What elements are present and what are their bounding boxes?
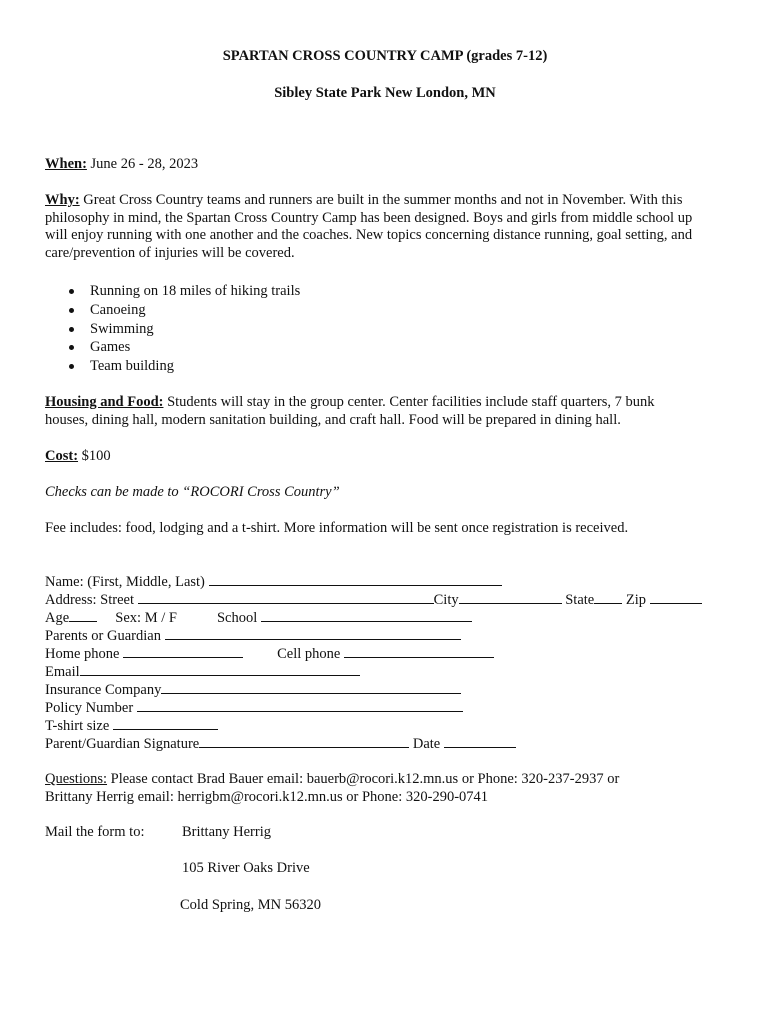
bullet-icon [69,345,74,350]
when-section [45,156,725,174]
checks-note: Checks can be made to “ROCORI Cross Country” [45,484,340,500]
bullet-icon [69,308,74,313]
when-text: June 26 - 28, 2023 [86,156,199,172]
why-line-2: philosophy in mind, the Spartan Cross Country Camp has been designed. Boys and girls from middle school up [45,209,693,226]
sex-label: Sex: M / F [97,610,177,626]
why-label: Why: [45,192,80,208]
mail-street: 105 River Oaks Drive [182,860,310,876]
signature-row [45,735,516,753]
street-label: Address: Street [45,592,138,608]
home-phone-label: Home phone [45,646,124,662]
cell-phone-label: Cell phone [277,646,344,662]
housing-line-1: Students will stay in the group center. Center facilities include staff quarters, 7 bunk [163,394,655,410]
age-field[interactable] [69,609,97,622]
name-label: Name: (First, Middle, Last) [45,574,209,590]
housing-label: Housing and Food: [45,394,164,410]
activities-list [45,282,300,376]
name-field[interactable] [209,573,502,586]
tshirt-row [45,717,218,735]
state-field[interactable] [594,591,622,604]
housing-line-2: houses, dining hall, modern sanitation building, and craft hall. Food will be prepared in dining hall. [45,411,621,428]
tshirt-label: T-shirt size [45,718,113,734]
parents-label: Parents or Guardian [45,628,165,644]
address-row [45,591,702,609]
school-label: School [216,610,261,626]
home-phone-field[interactable] [123,645,243,658]
city-label: City [433,592,459,608]
page-subtitle: Sibley State Park New London, MN [274,85,496,101]
housing-section [45,394,725,429]
why-section [45,192,725,262]
page-title: SPARTAN CROSS COUNTRY CAMP (grades 7-12) [222,48,548,64]
policy-label: Policy Number [45,700,137,716]
age-row [45,609,472,627]
insurance-field[interactable] [161,681,461,694]
questions-line-1: Please contact Brad Bauer email: bauerb@rocori.k12.mn.us or Phone: 320-237-2937 or [107,771,620,787]
insurance-row [45,681,461,699]
cell-phone-field[interactable] [344,645,494,658]
why-line-1: Great Cross Country teams and runners are built in the summer months and not in November. With this [79,192,683,208]
fee-note: Fee includes: food, lodging and a t-shirt. More information will be sent once registration is received. [45,520,629,536]
signature-label: Parent/Guardian Signature [45,736,200,752]
email-field[interactable] [80,663,360,676]
bullet-icon [69,327,74,332]
insurance-label: Insurance Company [45,682,162,698]
policy-field[interactable] [137,699,463,712]
questions-section [45,771,725,806]
parents-field[interactable] [165,627,461,640]
signature-field[interactable] [199,735,409,748]
cost-label: Cost: [45,448,79,464]
zip-label: Zip [622,592,650,608]
school-field[interactable] [261,609,472,622]
cost-text: $100 [78,448,111,464]
state-label: State [561,592,595,608]
city-field[interactable] [459,591,562,604]
tshirt-field[interactable] [113,717,218,730]
bullet-icon [69,364,74,369]
list-item: Running on 18 miles of hiking trails [45,282,300,301]
email-row [45,663,360,681]
questions-line-2: Brittany Herrig email: herrigbm@rocori.k12.mn.us or Phone: 320-290-0741 [45,788,489,805]
email-label: Email [45,664,80,680]
bullet-icon [69,289,74,294]
name-row [45,573,502,591]
zip-field[interactable] [650,591,702,604]
questions-label: Questions: [45,771,108,787]
why-line-3: will enjoy running with one another and the coaches. New topics concerning distance running, goal setting, and [45,227,693,243]
date-field[interactable] [444,735,516,748]
list-item: Swimming [45,320,300,339]
why-line-4: care/prevention of injuries will be covered. [45,244,295,261]
street-field[interactable] [138,591,434,604]
mail-label: Mail the form to: [45,824,145,840]
date-label: Date [409,736,444,752]
cost-section [45,448,725,466]
list-item: Team building [45,357,300,376]
mail-city: Cold Spring, MN 56320 [180,897,321,913]
list-item: Games [45,338,300,357]
phone-row [45,645,494,663]
parents-row [45,627,461,645]
age-label: Age [45,610,70,626]
list-item: Canoeing [45,301,300,320]
mail-name: Brittany Herrig [182,824,271,840]
when-label: When: [45,156,87,172]
policy-row [45,699,463,717]
